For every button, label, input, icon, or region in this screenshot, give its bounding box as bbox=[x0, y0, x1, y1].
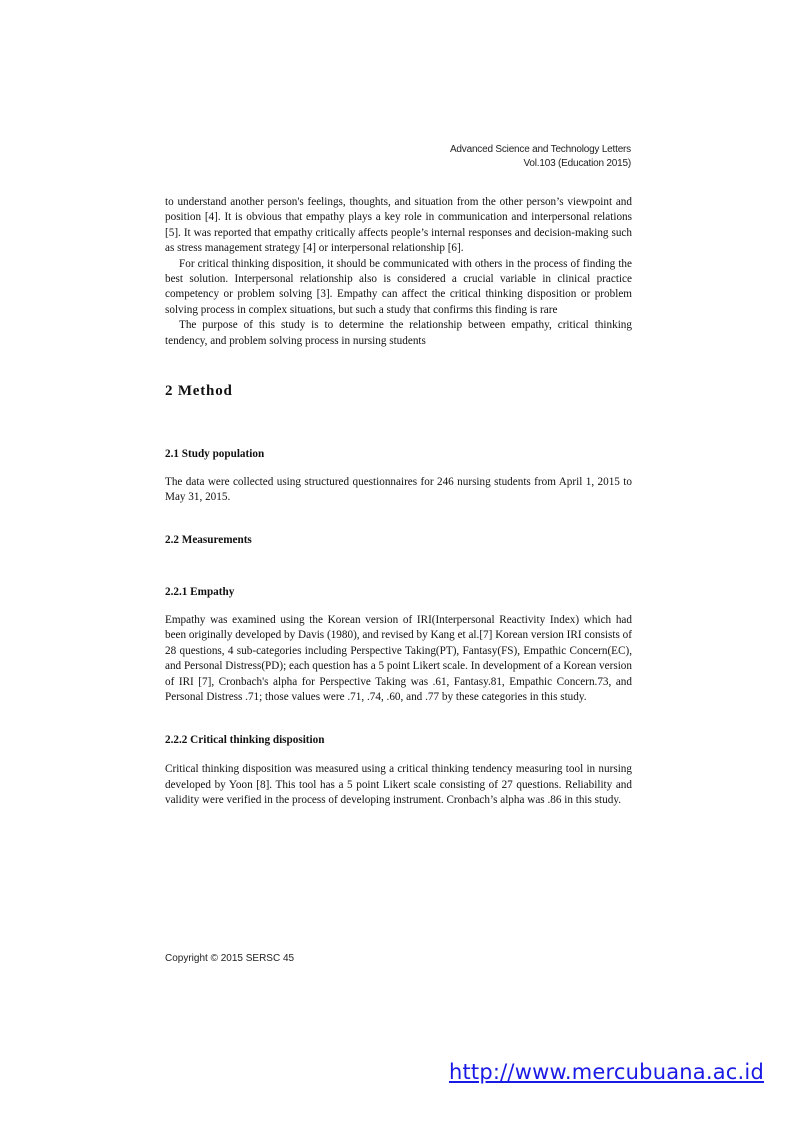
page-body bbox=[165, 195, 632, 809]
university-website-link[interactable]: http://www.mercubuana.ac.id bbox=[448, 1060, 764, 1084]
subsection-title-measurements: 2.2 Measurements bbox=[165, 533, 252, 546]
subsection-title-population: 2.1 Study population bbox=[165, 448, 265, 461]
critical-thinking-paragraph: Critical thinking disposition was measured using a critical thinking tendency measuring tool in nursing developed by Yoon [8]. This tool has a 5 point Likert scale consisting of 27 questions. Reliability and validity were verified in the process of developing instrument. Cronbach’s alpha was .86 in this study. bbox=[165, 763, 632, 807]
intro-paragraph-1: to understand another person's feelings, thoughts, and situation from the other person’s viewpoint and position [4]. It is obvious that empathy plays a key role in communication and interpersonal relations [5]. It was reported that empathy critically affects people’s internal responses and decision-making such as stress management strategy [4] or interpersonal relationship [6]. bbox=[165, 196, 632, 255]
subsection-title-empathy: 2.2.1 Empathy bbox=[165, 585, 235, 598]
subsection-title-critical-thinking: 2.2.2 Critical thinking disposition bbox=[165, 734, 325, 747]
journal-title: Advanced Science and Technology Letters bbox=[449, 144, 631, 155]
section-title-method: 2 Method bbox=[165, 383, 233, 400]
population-paragraph: The data were collected using structured questionnaires for 246 nursing students from April 1, 2015 to May 31, 2015. bbox=[165, 476, 632, 504]
running-head bbox=[450, 143, 631, 171]
volume-info: Vol.103 (Education 2015) bbox=[523, 158, 631, 169]
intro-paragraph-2: For critical thinking disposition, it should be communicated with others in the process of finding the best solution. Interpersonal relationship also is considered a crucial variable in clinical practice competency or problem solving [3]. Empathy can affect the critical thinking disposition or problem solving process in complex situations, but such a study that confirms this finding is rare bbox=[165, 257, 632, 316]
intro-paragraph-3: The purpose of this study is to determine the relationship between empathy, critical thinking tendency, and problem solving process in nursing students bbox=[165, 319, 632, 347]
copyright-footer: Copyright © 2015 SERSC 45 bbox=[165, 953, 295, 964]
empathy-paragraph: Empathy was examined using the Korean version of IRI(Interpersonal Reactivity Index) which had been originally developed by Davis (1980), and revised by Kang et al.[7] Korean version IRI consists of 28 questions, 4 sub-categories including Perspective Taking(PT), Fantasy(FS), Empathic Concern(EC), and Personal Distress(PD); each question has a 5 point Likert scale. In development of a Korean version of IRI [7], Cronbach's alpha for Perspective Taking was .61, Fantasy.81, Empathic Concern.73, and Personal Distress .71; those values were .71, .74, .60, and .77 by these categories in this study. bbox=[165, 613, 632, 703]
